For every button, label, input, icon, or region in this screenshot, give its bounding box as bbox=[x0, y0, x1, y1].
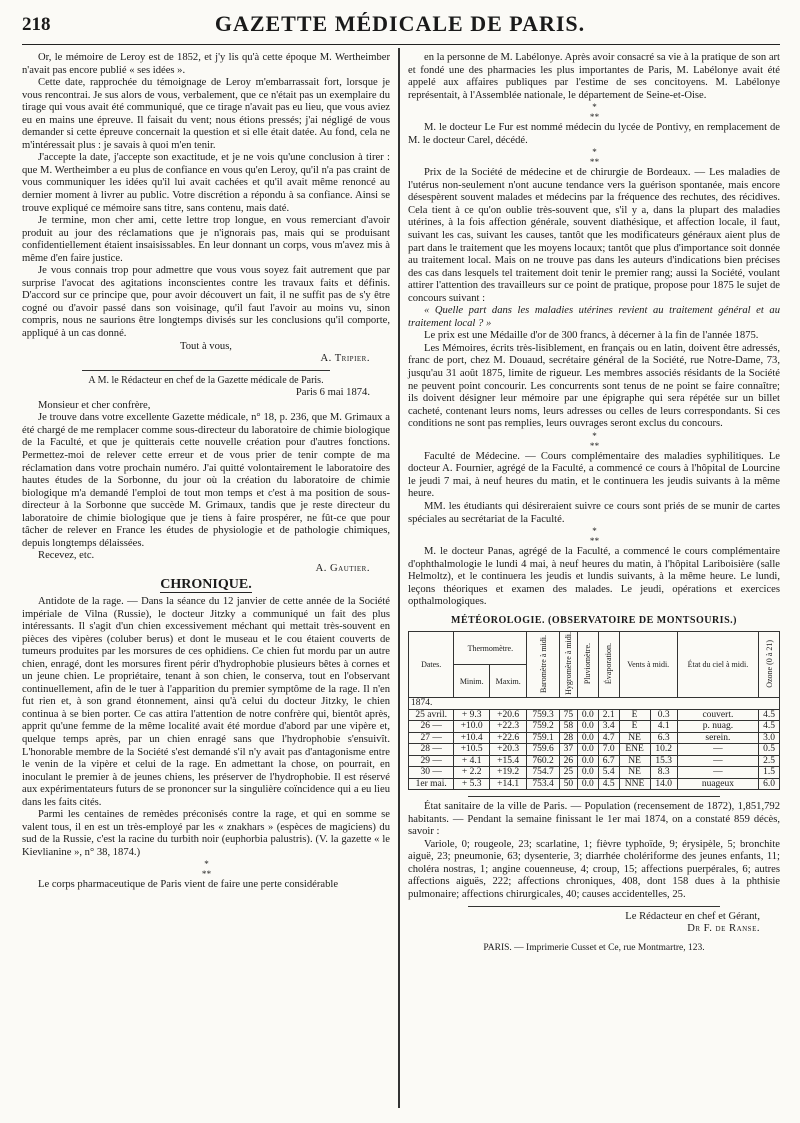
table-cell: 0.0 bbox=[577, 709, 598, 721]
table-cell: 14.0 bbox=[650, 778, 677, 790]
table-row bbox=[409, 755, 780, 767]
col-header: Pluviomètre. bbox=[577, 632, 598, 698]
col-header: État du ciel à midi. bbox=[677, 632, 758, 698]
table-cell: 760.2 bbox=[527, 755, 560, 767]
table-cell: + 9.3 bbox=[454, 709, 490, 721]
page-header bbox=[0, 0, 800, 50]
table-cell: 759.3 bbox=[527, 709, 560, 721]
year-cell: 1874. bbox=[409, 698, 780, 710]
header-rule bbox=[22, 44, 780, 45]
table-cell: 6.0 bbox=[759, 778, 780, 790]
table-cell: 4.7 bbox=[598, 732, 619, 744]
col-header: Maxim. bbox=[490, 665, 527, 698]
paragraph: J'accepte la date, j'accepte son exactitude, et je ne vois qu'une conclusion à tirer : que M. Wertheimber a eu plus de confiance en vous qu'en Leroy, qu'il n'a pas craint de vous communiquer les idées qu'il lui avait cachées et qu'il avait même renoncé au dernier moment à livrer au public. Votre discrétion a répondu à sa confiance. Ainsi se trouve expliqué ce mémoire sans titre, sans contenu, mais daté. bbox=[22, 152, 390, 214]
table-cell: 4.5 bbox=[759, 709, 780, 721]
table-row bbox=[409, 732, 780, 744]
table-cell: 0.0 bbox=[577, 778, 598, 790]
letter-heading: A M. le Rédacteur en chef de la Gazette médicale de Paris. bbox=[88, 374, 324, 386]
table-cell: 0.0 bbox=[577, 744, 598, 756]
divider bbox=[82, 370, 330, 371]
letter-date: Paris 6 mai 1874. bbox=[295, 387, 370, 399]
table-cell: +10.0 bbox=[454, 721, 490, 733]
table-cell: 58 bbox=[559, 721, 577, 733]
col-header: Dates. bbox=[409, 632, 454, 698]
table-cell: 759.6 bbox=[527, 744, 560, 756]
paragraph: Le prix est une Médaille d'or de 300 francs, à décerner à la fin de l'année 1875. bbox=[424, 330, 759, 342]
table-cell: NE bbox=[619, 755, 650, 767]
table-cell: 26 — bbox=[409, 721, 454, 733]
table-cell: +15.4 bbox=[490, 755, 527, 767]
col-header: Vents à midi. bbox=[619, 632, 677, 698]
separator-stars: * * * bbox=[589, 102, 599, 123]
table-cell: 10.2 bbox=[650, 744, 677, 756]
table-cell: ENE bbox=[619, 744, 650, 756]
table-cell: 4.5 bbox=[598, 778, 619, 790]
table-cell: 28 — bbox=[409, 744, 454, 756]
table-cell: couvert. bbox=[677, 709, 758, 721]
section-heading: CHRONIQUE. bbox=[160, 577, 252, 593]
table-cell: +20.6 bbox=[490, 709, 527, 721]
table-cell: nuageux bbox=[677, 778, 758, 790]
closing: Tout à vous, bbox=[180, 340, 232, 352]
table-cell: 3.4 bbox=[598, 721, 619, 733]
paragraph: Antidote de la rage. — Dans la séance du 12 janvier de cette année de la Société impériale de Vilna (Russie), le docteur Jitzky a communiqué un fait des plus intéressants. Il s'agit d'un chien excessivement méchant qui mettait très-souvent en pièces des vipères (coluber berus) et dont le museau et le cou étaient couverts de tumeurs produites par les morsures de ces ophidiens. Ce chien fut mordu par un autre chien, enragé, dont les morsures firent périr d'hydrophobie plusieurs bêtes à cornes et un jeune chien. Le propriétaire, tenant à son chien, le conserva, tout en l'observant continuellement, afin de le tuer à l'apparition du premier symptôme de la rage. Il n'en fut rien et, à son grand étonnement, ainsi qu'à celui du docteur Jitzky, le chien continua à se bien porter. Ce cas attira l'attention de notre confrère qui, bientôt après, apprit qu'une femme de la même localité avait été mordue d'abord par une vipère et, quelque temps après, par un chien enragé sans que l'hydrophobie s'ensuivît. L'honorable membre de la Société s'est demandé s'il n'y avait pas d'antagonisme entre le venin de la vipère et celui de la rage. En admettant la chose, on pourrait, en inoculant le premier à de jeunes chiens, les préserver de l'hydrophobie. Il est réservé aux expérimentateurs futurs de se prononcer sur la singulière coïncidence qui a eu lieu dans les faits cités. bbox=[22, 595, 390, 808]
table-cell: +10.5 bbox=[454, 744, 490, 756]
table-cell: 1.5 bbox=[759, 767, 780, 779]
paragraph: Faculté de Médecine. — Cours complémentaire des maladies syphilitiques. Le docteur A. Fournier, agrégé de la Faculté, a commencé ce cours à l'hôpital de Lourcine le jeudi 7 mai, à neuf heures du matin, et le continuera les jeudis suivants à la même heure. bbox=[408, 450, 780, 500]
table-cell: NNE bbox=[619, 778, 650, 790]
table-row bbox=[409, 778, 780, 790]
table-cell: 0.0 bbox=[577, 767, 598, 779]
table-cell: 3.0 bbox=[759, 732, 780, 744]
paragraph: Je termine, mon cher ami, cette lettre trop longue, en vous remerciant d'avoir produit au jour des réclamations que je n'ignorais pas, mais qui se produisant confidentiellement étaient insaisissables. En leur donnant un corps, vous m'avez mis à même d'en faire justice. bbox=[22, 215, 390, 264]
table-cell: +19.2 bbox=[490, 767, 527, 779]
table-cell: 30 — bbox=[409, 767, 454, 779]
table-cell: +10.4 bbox=[454, 732, 490, 744]
divider bbox=[468, 906, 720, 907]
table-cell: p. nuag. bbox=[677, 721, 758, 733]
signature: A. Gautier. bbox=[315, 562, 370, 574]
separator-stars: * * * bbox=[589, 526, 599, 547]
meteorology-title: MÉTÉOROLOGIE. (OBSERVATOIRE DE MONTSOURIS.) bbox=[451, 614, 737, 626]
paragraph: « Quelle part dans les maladies utérines revient au traitement général et au traitement local ? » bbox=[408, 305, 780, 329]
table-cell: 4.5 bbox=[759, 721, 780, 733]
table-cell: 0.0 bbox=[577, 755, 598, 767]
table-cell: + 4.1 bbox=[454, 755, 490, 767]
table-cell: 1er mai. bbox=[409, 778, 454, 790]
paragraph: Prix de la Société de médecine et de chirurgie de Bordeaux. — Les maladies de l'utérus non-seulement n'ont aucune tendance vers la guérison spontanée, mais encore désespèrent souvent malades et médecins par la fréquence des rechutes, des récidives. Cela tient à ce qu'on oublie très-souvent que, s'il y a, dans la plupart des maladies utérines, à la fois affection générale, souvent diathésique, et affection locale, il faut, suivant les cas, suivant les causes, tantôt que les modificateurs généraux aient plus de part dans le traitement que les moyens locaux; tantôt que plus d'importance soit donnée au traitement local. Mais on ne trouve pas dans les auteurs d'indications bien précises des cas dans lesquels tel traitement doit tenir le premier rang; aussi la Société, voulant attirer l'attention des travailleurs sur ce point de pratique, propose pour 1875 le sujet de concours suivant : bbox=[408, 167, 780, 304]
table-cell: E bbox=[619, 709, 650, 721]
right-column bbox=[408, 52, 780, 954]
table-row bbox=[409, 744, 780, 756]
separator-stars: * * * bbox=[589, 147, 599, 168]
table-cell: 759.2 bbox=[527, 721, 560, 733]
col-header: Hygromètre à midi. bbox=[559, 632, 577, 698]
col-header: Thermomètre. bbox=[454, 632, 527, 665]
table-cell: — bbox=[677, 755, 758, 767]
table-cell: 753.4 bbox=[527, 778, 560, 790]
table-cell: 0.0 bbox=[577, 732, 598, 744]
paragraph: Cette date, rapprochée du témoignage de Leroy m'embarrassait fort, lorsque je vous rencontrai. Je sus alors de vous, verbalement, que ce n'était pas un exemplaire du tirage qui vous avait été communiqué, que ce tirage n'avait pas eu lieu, que vous aviez eu en mains une épreuve. Il faisait du vent; nous étions pressés; j'ai négligé de vous demander si cette épreuve concernait la question et si elle était datée. Au fond, cela ne m'intéressait plus : je savais à quoi m'en tenir. bbox=[22, 77, 390, 151]
separator-stars: * * * bbox=[589, 430, 599, 451]
col-header: Baromètre à midi. bbox=[527, 632, 560, 698]
table-cell: NE bbox=[619, 732, 650, 744]
table-row bbox=[409, 721, 780, 733]
meteorology-table bbox=[408, 615, 780, 790]
paragraph: Les Mémoires, écrits très-lisiblement, en français ou en latin, doivent être adressés, franc de port, chez M. Douaud, secrétaire général de la Société, rue Notre-Dame, 73, jusqu'au 31 août 1875, limite de rigueur. Les membres associés résidants de la Société ne peuvent point concourir. Les concurrents sont tenus de ne point se faire connaître; ils doivent désigner leur mémoire par une épigraphe qui sera répétée sur un billet cacheté, contenant leurs noms, leurs adresses ou celles de leurs correspondants. Si ces conditions ne sont pas remplies, leurs ouvrages seront exclus du concours. bbox=[408, 342, 780, 430]
table-cell: 2.1 bbox=[598, 709, 619, 721]
editor-name: Dr F. de Ranse. bbox=[687, 923, 760, 935]
col-header: Ozone (0 à 21) bbox=[759, 632, 780, 698]
table-cell: 4.1 bbox=[650, 721, 677, 733]
table-cell: E bbox=[619, 721, 650, 733]
weather-table bbox=[408, 631, 780, 790]
editor-title: Le Rédacteur en chef et Gérant, bbox=[625, 910, 760, 922]
table-cell: 754.7 bbox=[527, 767, 560, 779]
table-cell: +22.3 bbox=[490, 721, 527, 733]
table-cell: 0.3 bbox=[650, 709, 677, 721]
paragraph: Je vous connais trop pour admettre que vous vous soyez fait autrement que par surprise l'avocat des agitations inconscientes contre les travaux faits et définis. D'accord sur ce principe que, pour avoir découvert un fait, il ne suffit pas de s'y être cogné ou d'avoir passé dans son voisinage, qu'il faut l'avoir au moins vu, sinon compris, nous ne saurions être longtemps divisés sur les conclusions qu'il comporte, appliqué à un cas donné. bbox=[22, 265, 390, 340]
table-cell: 28 bbox=[559, 732, 577, 744]
table-cell: serein. bbox=[677, 732, 758, 744]
paragraph: Or, le mémoire de Leroy est de 1852, et j'y lis qu'à cette époque M. Wertheimber n'avait pas encore publié « ses idées ». bbox=[22, 52, 390, 76]
table-cell: + 2.2 bbox=[454, 767, 490, 779]
table-cell: 26 bbox=[559, 755, 577, 767]
table-cell: 6.3 bbox=[650, 732, 677, 744]
table-row bbox=[409, 709, 780, 721]
signature: A. Tripier. bbox=[320, 353, 370, 365]
table-cell: +14.1 bbox=[490, 778, 527, 790]
table-cell: 0.5 bbox=[759, 744, 780, 756]
table-cell: 8.3 bbox=[650, 767, 677, 779]
table-cell: 0.0 bbox=[577, 721, 598, 733]
paragraph: M. le docteur Le Fur est nommé médecin du lycée de Pontivy, en remplacement de M. le docteur Carel, décédé. bbox=[408, 122, 780, 146]
table-cell: 7.0 bbox=[598, 744, 619, 756]
table-row bbox=[409, 767, 780, 779]
paragraph: Parmi les centaines de remèdes préconisés contre la rage, et qui en somme se valent tous, il en est un très-employé par les « znakhars » (espèces de magiciens) du sud de la Russie, c'est la racine du turbith noir (euphorbia palustris). (V. la gazette « le Kievlianine », n° 38, 1874.) bbox=[22, 809, 390, 858]
paragraph: MM. les étudiants qui désireraient suivre ce cours sont priés de se munir de cartes spéciales au secrétariat de la Faculté. bbox=[408, 500, 780, 525]
table-cell: 75 bbox=[559, 709, 577, 721]
page-number: 218 bbox=[22, 14, 51, 35]
paragraph: en la personne de M. Labélonye. Après avoir consacré sa vie à la pratique de son art et fondé une des pharmacies les plus importantes de Paris, M. Labélonye avait été appelé aux affaires publiques par l'estime de ses concitoyens. M. Labélonye représentait, à l'Assemblée nationale, le département de Seine-et-Oise. bbox=[408, 52, 780, 101]
table-cell: 759.1 bbox=[527, 732, 560, 744]
paragraph: Le corps pharmaceutique de Paris vient de faire une perte considérable bbox=[38, 879, 339, 891]
table-cell: + 5.3 bbox=[454, 778, 490, 790]
col-header: Minim. bbox=[454, 665, 490, 698]
separator-stars: * * * bbox=[201, 859, 211, 880]
column-divider bbox=[398, 48, 400, 1108]
table-cell: — bbox=[677, 767, 758, 779]
imprint: PARIS. — Imprimerie Cusset et Ce, rue Montmartre, 123. bbox=[483, 942, 705, 953]
table-cell: 50 bbox=[559, 778, 577, 790]
divider bbox=[468, 796, 720, 797]
table-cell: +20.3 bbox=[490, 744, 527, 756]
table-cell: 25 avril. bbox=[409, 709, 454, 721]
col-header: Évaporation. bbox=[598, 632, 619, 698]
paragraph: État sanitaire de la ville de Paris. — Population (recensement de 1872), 1,851,792 habitants. — Pendant la semaine finissant le 1er mai 1874, on a constaté 859 décès, savoir : bbox=[408, 801, 780, 838]
table-cell: NE bbox=[619, 767, 650, 779]
table-cell: — bbox=[677, 744, 758, 756]
paragraph: Je trouve dans votre excellente Gazette médicale, n° 18, p. 236, que M. Grimaux a été chargé de me remplacer comme sous-directeur du laboratoire de chimie biologique de la Faculté, et que je quitterais cette nouvelle création pour d'autres fonctions. Permettez-moi de relever cette erreur et de vous prier de tenir compte de ma réclamation dans votre prochain numéro. J'ai quitté volontairement le laboratoire des hautes études de la Sorbonne, du jour où la création du laboratoire de chimie biologique m'a demandé l'emploi de tout mon temps et c'est à ma position de sous-directeur à la Sorbonne que succède M. Grimaux, tandis que je reste directeur du laboratoire de chimie biologique que je tiens à faire prospérer, ne fût-ce que pour tâcher de relever en France les études de physiologie et de pathologie chimiques, depuis longtemps délaissées. bbox=[22, 412, 390, 549]
table-cell: 2.5 bbox=[759, 755, 780, 767]
table-cell: 29 — bbox=[409, 755, 454, 767]
journal-title: GAZETTE MÉDICALE DE PARIS. bbox=[214, 11, 586, 36]
table-cell: 27 — bbox=[409, 732, 454, 744]
table-cell: 37 bbox=[559, 744, 577, 756]
table-cell: +22.6 bbox=[490, 732, 527, 744]
paragraph: Recevez, etc. bbox=[38, 550, 95, 562]
table-cell: 5.4 bbox=[598, 767, 619, 779]
paragraph: Variole, 0; rougeole, 23; scarlatine, 1; fièvre typhoïde, 9; érysipèle, 5; bronchite aiguë, 23; pneumonie, 63; dysenterie, 3; diarrhée cholériforme des jeunes enfants, 11; choléra nostras, 1; angine couenneuse, 4; croup, 15; affections puerpérales, 6; autres affections aiguës, 222; affections chroniques, 408, dont 158 dues à la phthisie pulmonaire; affections chirurgicales, 40; causes accidentelles, 25. bbox=[408, 838, 780, 901]
table-cell: 15.3 bbox=[650, 755, 677, 767]
salutation: Monsieur et cher confrère, bbox=[38, 399, 151, 411]
table-cell: 25 bbox=[559, 767, 577, 779]
table-cell: 6.7 bbox=[598, 755, 619, 767]
left-column bbox=[22, 52, 390, 892]
paragraph: M. le docteur Panas, agrégé de la Faculté, a commencé le cours complémentaire d'ophthalmologie le lundi 4 mai, à neuf heures du matin, à l'hôpital Lariboisière (salle Helmoltz), et le continuera les jeudis et lundis suivants, à la même heure. Le lundi, leçons théoriques et examen des malades. Le jeudi, opérations et exercices opthalmologiques. bbox=[408, 546, 780, 608]
